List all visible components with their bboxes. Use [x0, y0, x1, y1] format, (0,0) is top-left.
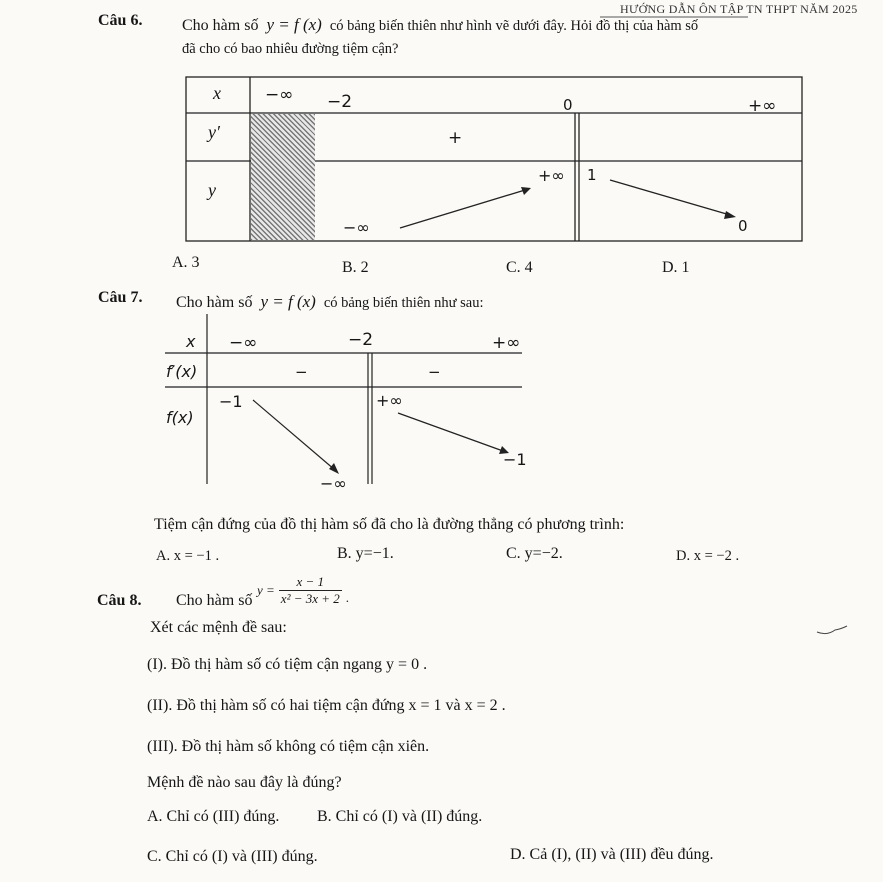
q7-f-right-bottom: −1: [503, 450, 527, 469]
q6-stem-a: Cho hàm số: [182, 17, 259, 34]
q6-yp-label: y′: [208, 122, 220, 142]
q7-f-label: f(x): [166, 408, 194, 427]
q6-y-label: y: [208, 180, 216, 200]
q7-stem-b: có bảng biến thiên như sau:: [323, 295, 484, 311]
q8-intro: Xét các mệnh đề sau:: [150, 619, 287, 636]
q7-x-val-1: −2: [348, 330, 374, 350]
q6-x-val-3: +∞: [748, 96, 777, 116]
q6-x-label: x: [213, 83, 221, 103]
q7-stem-a: Cho hàm số: [176, 294, 253, 311]
q8-statement-3: (III). Đồ thị hàm số không có tiệm cận xiên.: [147, 738, 430, 755]
q6-y-right-top: 1: [587, 166, 597, 184]
q7-fp-sign-0: −: [295, 363, 308, 381]
q6-option-b[interactable]: B. 2: [342, 259, 369, 276]
q7-fp-label: f′(x): [166, 362, 198, 381]
q8-option-c[interactable]: C. Chỉ có (I) và (III) đúng.: [147, 848, 318, 865]
q8-label: Câu 8.: [97, 592, 142, 609]
q8-statement-2: (II). Đồ thị hàm số có hai tiệm cận đứng x = 1 và x = 2 .: [147, 697, 506, 714]
q6-y-right-bottom: 0: [738, 217, 748, 235]
q6-x-val-0: −∞: [265, 85, 294, 105]
q7-f-right-top: +∞: [376, 391, 403, 410]
q6-label: Câu 6.: [98, 12, 143, 29]
q8-stem-a: Cho hàm số: [176, 592, 253, 609]
q7-x-val-2: +∞: [492, 333, 521, 353]
q7-question: Tiệm cận đứng của đồ thị hàm số đã cho là đường thẳng có phương trình:: [154, 516, 625, 533]
q6-option-a[interactable]: A. 3: [172, 254, 200, 271]
q8-func-lhs: y =: [257, 582, 275, 598]
q7-x-label: x: [186, 332, 196, 351]
q6-option-c[interactable]: C. 4: [506, 259, 533, 276]
q8-question: Mệnh đề nào sau đây là đúng?: [147, 774, 342, 791]
q6-yp-sign: +: [448, 128, 463, 148]
q7-option-c[interactable]: C. y=−2.: [506, 545, 563, 562]
q6-stem-line2: đã cho có bao nhiêu đường tiệm cận?: [182, 41, 399, 57]
q6-stem-b: có bảng biến thiên như hình vẽ dưới đây. Hỏi đồ thị của hàm số: [329, 18, 699, 34]
q7-label: Câu 7.: [98, 289, 143, 306]
q8-func-end: .: [345, 590, 350, 606]
q6-y-left-top: +∞: [538, 166, 565, 185]
q8-statement-1: (I). Đồ thị hàm số có tiệm cận ngang y = 0 .: [147, 656, 428, 673]
q8-option-a[interactable]: A. Chỉ có (III) đúng.: [147, 808, 280, 825]
q8-func-num: x − 1: [279, 574, 342, 591]
q6-option-d[interactable]: D. 1: [662, 259, 690, 276]
page-header: HƯỚNG DẪN ÔN TẬP TN THPT NĂM 2025: [620, 2, 858, 16]
q7-f-left-top: −1: [219, 392, 243, 411]
q6-y-left-bottom: −∞: [343, 218, 370, 237]
q6-x-val-1: −2: [327, 92, 353, 112]
q7-x-val-0: −∞: [229, 333, 258, 353]
q8-func-den: x² − 3x + 2: [280, 591, 340, 606]
q6-stem-func: y = f (x): [266, 15, 322, 34]
q8-option-d[interactable]: D. Cả (I), (II) và (III) đều đúng.: [510, 846, 714, 863]
q8-option-b[interactable]: B. Chỉ có (I) và (II) đúng.: [317, 808, 483, 825]
q6-x-val-2: 0: [563, 96, 573, 114]
q7-stem-func: y = f (x): [260, 292, 316, 311]
q7-fp-sign-1: −: [428, 363, 441, 381]
q7-option-a[interactable]: A. x = −1 .: [156, 548, 220, 564]
q7-f-left-bottom: −∞: [320, 474, 347, 493]
q7-option-b[interactable]: B. y=−1.: [337, 545, 394, 562]
q7-option-d[interactable]: D. x = −2 .: [676, 548, 740, 564]
